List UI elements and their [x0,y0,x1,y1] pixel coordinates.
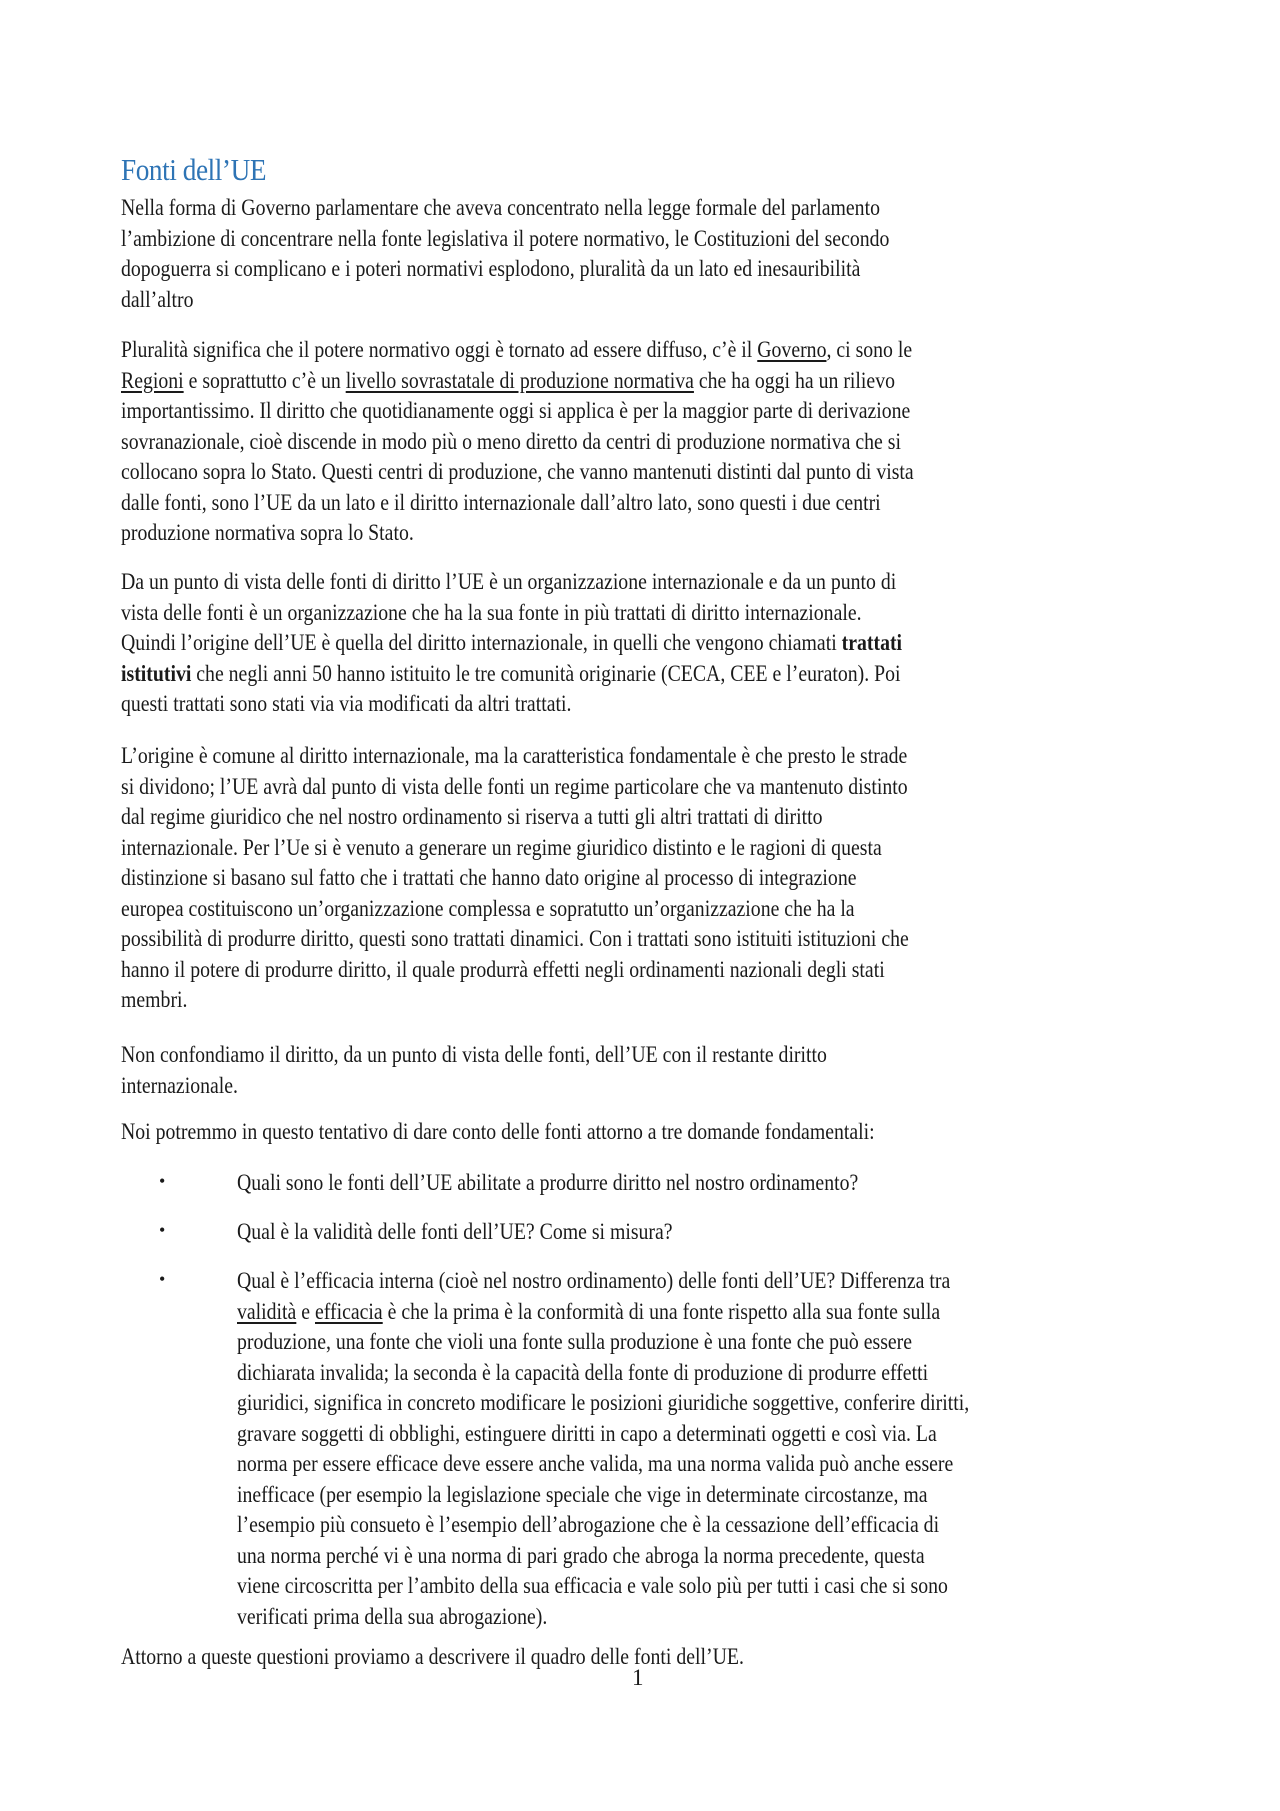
text-line: Da un punto di vista delle fonti di diritto l’UE è un organizzazione internazionale e da un punto di [121,569,897,594]
text-line: Non confondiamo il diritto, da un punto di vista delle fonti, dell’UE con il restante diritto [121,1042,827,1067]
text-line: dopoguerra si complicano e i poteri normativi esplodono, pluralità da un lato ed inesauribilità [121,256,861,281]
text-line: dalle fonti, sono l’UE da un lato e il diritto internazionale dall’altro lato, sono questi i due centri [121,489,881,515]
text-line: possibilità di produrre diritto, questi sono trattati dinamici. Con i trattati sono istituiti istituzioni che [121,926,909,951]
text-line [121,628,902,659]
underlined-term-validita: validità [237,1298,297,1324]
text-line: questi trattati sono stati via via modificati da altri trattati. [121,691,572,716]
paragraph-2 [121,335,914,549]
text-line: l’ambizione di concentrare nella fonte legislativa il potere normativo, le Costituzioni del secondo [121,225,890,251]
list-item-text: Quali sono le fonti dell’UE abilitate a produrre diritto nel nostro ordinamento? [237,1170,859,1195]
text-line: dichiarata invalida; la seconda è la capacità della fonte di produzione di produrre effetti [237,1359,929,1385]
text-line [121,366,914,397]
bold-term: trattati [841,630,903,655]
text-line: norma per essere efficace deve essere anche valida, ma una norma valida può anche essere [237,1451,954,1476]
text-line: viene circoscritta per l’ambito della sua efficacia e vale solo più per tutti i casi che si sono [237,1573,948,1598]
underlined-term-governo: Governo [757,337,827,362]
text-line: produzione normativa sopra lo Stato. [121,520,414,545]
paragraph-3 [121,567,902,720]
text-line: verificati prima della sua abrogazione). [237,1603,548,1629]
paragraph-4 [121,741,909,1016]
text-line: importantissimo. Il diritto che quotidianamente oggi si applica è per la maggior parte di derivazione [121,398,911,423]
underlined-term-regioni: Regioni [121,367,184,393]
text-line: giuridici, significa in concreto modificare le posizioni giuridiche soggettive, conferire diritti, [237,1390,970,1415]
text-line: L’origine è comune al diritto internazionale, ma la caratteristica fondamentale è che presto le strade [121,743,908,768]
text-line: sovranazionale, cioè discende in modo più o meno diretto da centri di produzione normativa che si [121,428,901,454]
text-line: vista delle fonti è un organizzazione che ha la sua fonte in più trattati di diritto internazionale. [121,599,862,625]
text-line: internazionale. [121,1072,238,1098]
underlined-term-livello: livello sovrastatale di produzione normativa [345,367,694,393]
text-line [121,335,914,366]
paragraph-5 [121,1040,827,1101]
text-line: distinzione si basano sul fatto che i trattati che hanno dato origine al processo di integrazione [121,865,857,890]
text-span: che negli anni 50 hanno istituito le tre comunità originarie (CECA, CEE e l’euraton). Poi [191,660,901,686]
list-item-text [237,1266,969,1632]
section-heading: Fonti dell’UE [121,152,267,187]
text-line: dal regime giuridico che nel nostro ordinamento si riserva a tutti gli altri trattati di diritto [121,804,823,829]
text-line: hanno il potere di produrre diritto, il quale produrrà effetti negli ordinamenti nazionali degli stati [121,956,885,982]
text-line: l’esempio più consueto è l’esempio dell’abrogazione che è la cessazione dell’efficacia di [237,1512,940,1537]
text-line: internazionale. Per l’Ue si è venuto a generare un regime giuridico distinto e le ragioni di questa [121,834,882,860]
paragraph-1 [121,193,889,315]
paragraph-6 [121,1117,875,1148]
text-line: gravare soggetti di obblighi, estinguere diritti in capo a determinati oggetti e così via. La [237,1420,937,1446]
list-item-text: Qual è la validità delle fonti dell’UE? Come si misura? [237,1219,673,1244]
text-span: che ha oggi ha un rilievo [693,367,895,393]
text-line: collocano sopra lo Stato. Questi centri di produzione, che vanno mantenuti distinti dal punto di vista [121,459,914,484]
text-line: membri. [121,987,188,1012]
text-line: europea costituiscono un’organizzazione complessa e sopratutto un’organizzazione che ha la [121,895,855,921]
text-span: e [296,1298,316,1324]
text-line: Nella forma di Governo parlamentare che aveva concentrato nella legge formale del parlamento [121,195,880,220]
text-span: è che la prima è la conformità di una fonte rispetto alla sua fonte sulla [382,1298,941,1324]
text-line: Qual è l’efficacia interna (cioè nel nostro ordinamento) delle fonti dell’UE? Differenza tra [237,1268,951,1293]
text-line [121,659,902,690]
text-span: Pluralità significa che il potere normativo oggi è tornato ad essere diffuso, c’è il [121,337,758,362]
underlined-term-efficacia: efficacia [315,1298,383,1324]
text-line: produzione, una fonte che violi una fonte sulla produzione è una fonte che può essere [237,1329,913,1354]
bold-term: istitutivi [121,660,192,686]
bullet-icon: • [159,1269,166,1289]
closing-paragraph: Attorno a queste questioni proviamo a descrivere il quadro delle fonti dell’UE. [121,1644,744,1669]
text-span: Quindi l’origine dell’UE è quella del diritto internazionale, in quelli che vengono chiamati [121,630,842,655]
text-span: e soprattutto c’è un [183,367,346,393]
bullet-icon: • [159,1171,166,1191]
text-line: inefficace (per esempio la legislazione speciale che vige in determinate circostanze, ma [237,1481,928,1507]
text-line [237,1297,969,1328]
text-line: dall’altro [121,286,194,312]
text-line: si dividono; l’UE avrà dal punto di vista delle fonti un regime particolare che va mantenuto distinto [121,773,908,799]
text-span: , ci sono le [826,337,913,362]
bullet-icon: • [159,1220,166,1240]
text-line: una norma perché vi è una norma di pari grado che abroga la norma precedente, questa [237,1542,925,1568]
text-line: Noi potremmo in questo tentativo di dare conto delle fonti attorno a tre domande fondamentali: [121,1119,875,1144]
page-number: 1 [632,1665,644,1690]
